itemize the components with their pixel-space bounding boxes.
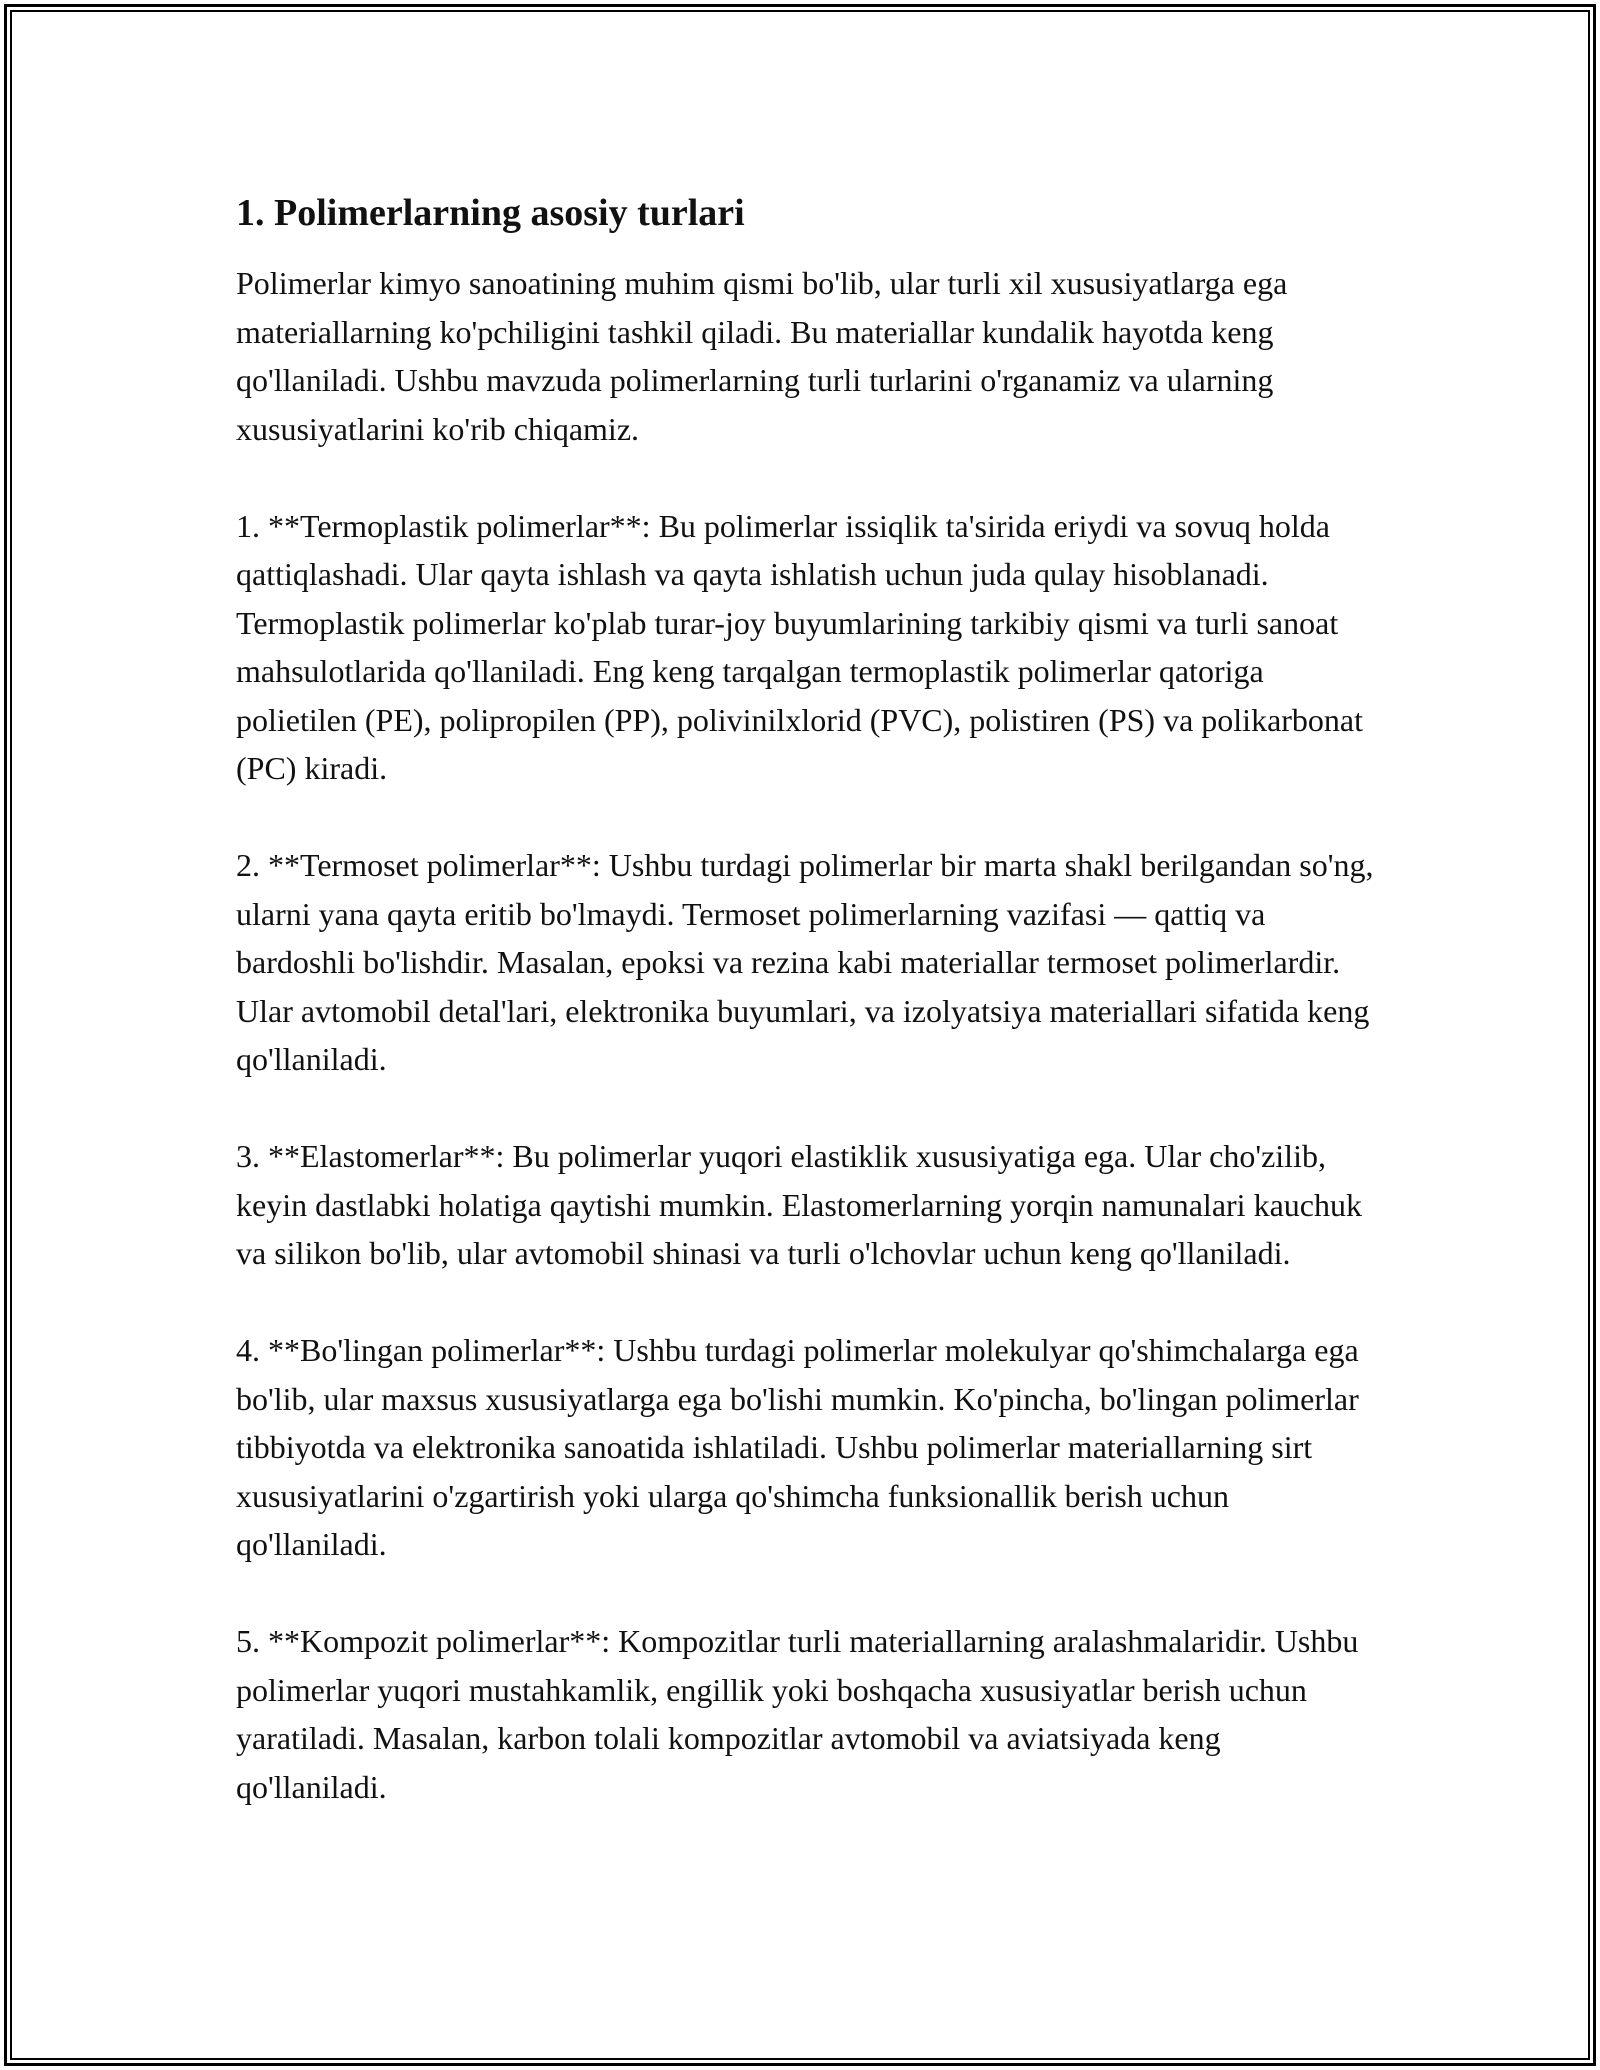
document-body — [236, 185, 1376, 1860]
document-title: 1. Polimerlarning asosiy turlari — [236, 192, 745, 234]
paragraph-elastomerlar: 3. **Elastomerlar**: Bu polimerlar yuqori elastiklik xususiyatiga ega. Ular cho'zilib, keyin dastlabki holatiga qaytishi mumkin. Elastomerlarning yorqin namunalari kauchuk va silikon bo'lib, ular avtomobil shinasi va turli o'lchovlar uchun keng qo'llaniladi. — [236, 1138, 1362, 1271]
paragraph-termoset: 2. **Termoset polimerlar**: Ushbu turdagi polimerlar bir marta shakl berilgandan so'ng, ularni yana qayta eritib bo'lmaydi. Termoset polimerlarning vazifasi — qattiq va bardoshli bo'lishdir. Masalan, epoksi va rezina kabi materiallar termoset polimerlardir. Ular avtomobil detal'lari, elektronika buyumlari, va izolyatsiya materiallari sifatida keng qo'llaniladi. — [236, 847, 1374, 1077]
paragraph-bolingan: 4. **Bo'lingan polimerlar**: Ushbu turdagi polimerlar molekulyar qo'shimchalarga ega bo'lib, ular maxsus xususiyatlarga ega bo'lishi mumkin. Ko'pincha, bo'lingan polimerlar tibbiyotda va elektronika sanoatida ishlatiladi. Ushbu polimerlar materiallarning sirt xususiyatlarini o'zgartirish yoki ularga qo'shimcha funksionallik berish uchun qo'llaniladi. — [236, 1332, 1359, 1562]
paragraph-termoplastik: 1. **Termoplastik polimerlar**: Bu polimerlar issiqlik ta'sirida eriydi va sovuq holda qattiqlashadi. Ular qayta ishlash va qayta ishlatish uchun juda qulay hisoblanadi. Termoplastik polimerlar ko'plab turar-joy buyumlarining tarkibiy qismi va turli sanoat mahsulotlarida qo'llaniladi. Eng keng tarqalgan termoplastik polimerlar qatoriga polietilen (PE), polipropilen (PP), polivinilxlorid (PVC), polistiren (PS) va polikarbonat (PC) kiradi. — [236, 507, 1364, 786]
paragraph-kompozit: 5. **Kompozit polimerlar**: Kompozitlar turli materiallarning aralashmalaridir. Ushbu polimerlar yuqori mustahkamlik, engillik yoki boshqacha xususiyatlar berish uchun yaratiladi. Masalan, karbon tolali kompozitlar avtomobil va aviatsiyada keng qo'llaniladi. — [236, 1623, 1359, 1805]
paragraph-intro: Polimerlar kimyo sanoatining muhim qismi bo'lib, ular turli xil xususiyatlarga ega materiallarning ko'pchiligini tashkil qiladi. Bu materiallar kundalik hayotda keng qo'llaniladi. Ushbu mavzuda polimerlarning turli turlarini o'rganamiz va ularning xususiyatlarini ko'rib chiqamiz. — [236, 265, 1288, 447]
